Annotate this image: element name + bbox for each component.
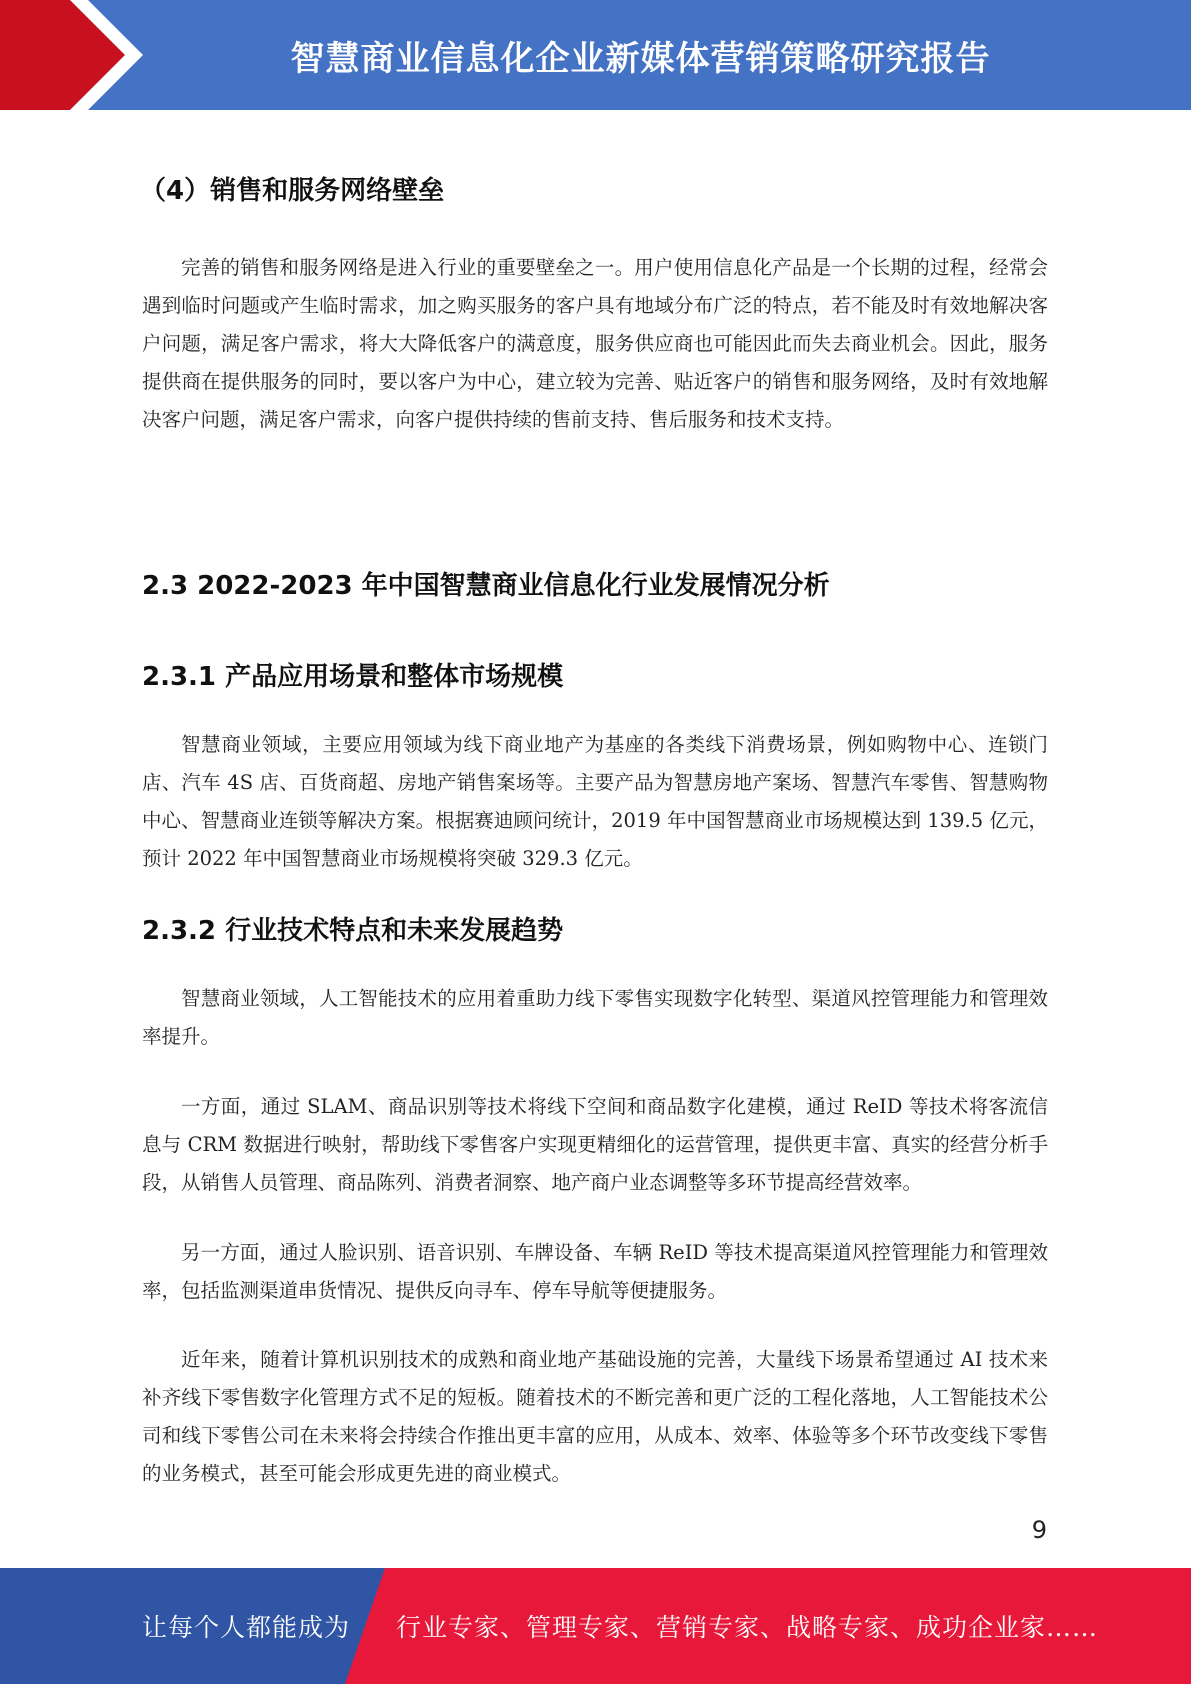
header-arrow-decoration	[0, 0, 160, 110]
paragraph-tech-recent-years: 近年来，随着计算机识别技术的成熟和商业地产基础设施的完善，大量线下场景希望通过 AI 技术来补齐线下零售数字化管理方式不足的短板。随着技术的不断完善和更广泛的工程化落地，人工智能技术公司和线下零售公司在未来将会持续合作推出更丰富的应用，从成本、效率、体验等多个环节改变线下零售的业务模式，甚至可能会形成更先进的商业模式。	[142, 1348, 1048, 1485]
paragraph-market-scale: 智慧商业领域，主要应用领域为线下商业地产为基座的各类线下消费场景，例如购物中心、连锁门店、汽车 4S 店、百货商超、房地产销售案场等。主要产品为智慧房地产案场、智慧汽车零售、智慧购物中心、智慧商业连锁等解决方案。根据赛迪顾问统计，2019 年中国智慧商业市场规模达到 139.5 亿元，预计 2022 年中国智慧商业市场规模将突破 329.3 亿元。	[142, 733, 1048, 870]
section-heading-2-3: 2.3 2022-2023 年中国智慧商业信息化行业发展情况分析	[142, 571, 830, 601]
footer-slogan-left: 让每个人都能成为	[142, 1613, 351, 1642]
header-band	[0, 0, 1191, 110]
footer-band	[0, 1568, 1191, 1684]
section-heading-sales-service-barrier: （4）销售和服务网络壁垒	[140, 176, 445, 206]
paragraph-tech-intro: 智慧商业领域，人工智能技术的应用着重助力线下零售实现数字化转型、渠道风控管理能力和管理效率提升。	[142, 987, 1048, 1048]
section-heading-2-3-2: 2.3.2 行业技术特点和未来发展趋势	[142, 916, 564, 946]
paragraph-tech-one-hand: 一方面，通过 SLAM、商品识别等技术将线下空间和商品数字化建模，通过 ReID 等技术将客流信息与 CRM 数据进行映射，帮助线下零售客户实现更精细化的运营管理，提供更丰富、真实的经营分析手段，从销售人员管理、商品陈列、消费者洞察、地产商户业态调整等多环节提高经营效率。	[142, 1095, 1048, 1194]
paragraph-tech-other-hand: 另一方面，通过人脸识别、语音识别、车牌设备、车辆 ReID 等技术提高渠道风控管理能力和管理效率，包括监测渠道串货情况、提供反向寻车、停车导航等便捷服务。	[142, 1241, 1048, 1302]
section-heading-2-3-1: 2.3.1 产品应用场景和整体市场规模	[142, 662, 564, 692]
paragraph-sales-service-barrier: 完善的销售和服务网络是进入行业的重要壁垒之一。用户使用信息化产品是一个长期的过程，经常会遇到临时问题或产生临时需求，加之购买服务的客户具有地域分布广泛的特点，若不能及时有效地解决客户问题，满足客户需求，将大大降低客户的满意度，服务供应商也可能因此而失去商业机会。因此，服务提供商在提供服务的同时，要以客户为中心，建立较为完善、贴近客户的销售和服务网络，及时有效地解决客户问题，满足客户需求，向客户提供持续的售前支持、售后服务和技术支持。	[142, 256, 1048, 431]
page-number: 9	[1031, 1516, 1047, 1544]
report-title: 智慧商业信息化企业新媒体营销策略研究报告	[290, 38, 991, 79]
footer-slogan-right: 行业专家、管理专家、营销专家、战略专家、成功企业家……	[396, 1613, 1099, 1642]
